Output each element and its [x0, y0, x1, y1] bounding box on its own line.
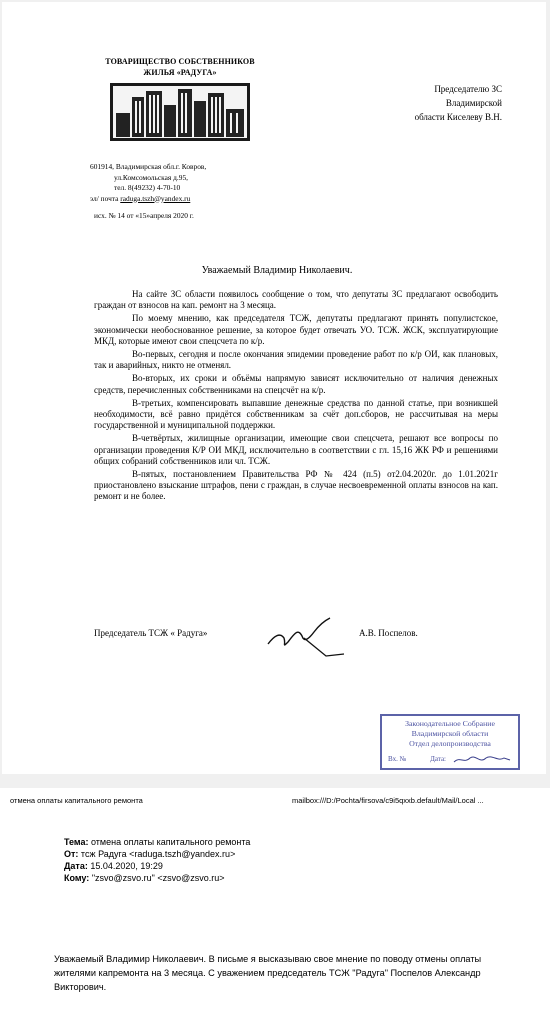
org-name: ТОВАРИЩЕСТВО СОБСТВЕННИКОВ ЖИЛЬЯ «РАДУГА» [105, 57, 255, 77]
stamp-handwriting [452, 752, 512, 766]
email-header-to: Кому: "zsvo@zsvo.ru" <zsvo@zsvo.ru> [64, 873, 225, 883]
scanned-letter [2, 2, 546, 774]
print-header-subject: отмена оплаты капитального ремонта [10, 796, 143, 805]
salutation: Уважаемый Владимир Николаевич. [201, 265, 353, 276]
paragraph: В-третьих, компенсировать выпавшие денежные средства по данной статье, при возникшей необходимости, всё равно придётся собственникам за счёт доп.сборов, не рассчитывая на меры государственной и муниципальной поддержки. [94, 397, 498, 431]
handwritten-signature [264, 614, 350, 660]
addressee: Председателю ЗС Владимирской области Киселеву В.Н. [414, 84, 502, 122]
letter-body [94, 289, 498, 505]
email-printout [0, 788, 550, 1024]
paragraph: На сайте ЗС области появилось сообщение о том, что депутаты ЗС предлагают освободить граждан от взносов на кап. ремонт на 3 месяца. [94, 289, 498, 311]
registration-stamp: Законодательное Собрание Владимирской области Отдел делопроизводства Вх. № Дата: [380, 714, 520, 770]
email-headers [64, 836, 250, 884]
outgoing-ref: исх. № 14 от «15»апреля 2020 г. [94, 211, 194, 220]
print-header-path: mailbox:///D:/Pochta/firsova/c9i5qxxb.default/Mail/Local ... [292, 796, 484, 805]
email-header-date: Дата: 15.04.2020, 19:29 [64, 861, 163, 871]
paragraph: В-пятых, постановлением Правительства РФ № 424 (п.5) от2.04.2020г. до 1.01.2021г приостановлено взыскание штрафов, пени с граждан, в случае несвоевременной оплаты взносов на кап. ремонт и не более. [94, 469, 498, 502]
letterhead [90, 56, 270, 222]
paragraph: В-четвёртых, жилищные организации, имеющие свои спецсчета, решают все вопросы по организации проведения К/Р ОИ МКД, исключительно в соответствии с гл. 15,16 ЖК РФ и решениями общих собраний собственников или чл. ТСЖ. [94, 433, 498, 466]
org-email: эл/ почта raduga.tszh@yandex.ru [90, 193, 191, 203]
email-header-from: От: тсж Радуга <raduga.tszh@yandex.ru> [64, 849, 236, 859]
signer-name: А.В. Поспелов. [359, 628, 418, 638]
stamp-date-label: Дата: [430, 755, 446, 763]
signature-title: Председатель ТСЖ « Радуга» [94, 628, 208, 638]
email-message: Уважаемый Владимир Николаевич. В письме я высказываю свое мнение по поводу отмены оплаты жителями капремонта на 3 месяца. С уважением председатель ТСЖ "Радуга" Поспелов Александр Викторович. [54, 954, 482, 992]
email-header-subject: Тема: отмена оплаты капитального ремонта [64, 837, 251, 847]
paragraph: По моему мнению, как председателя ТСЖ, депутаты предлагают принять популистское, экономически необоснованное решение, за которое будет отвечать УО. ТСЖ. ЖСК, эксплуатирующие МКД, которые имеют свои спецсчета по к/р. [94, 313, 498, 346]
buildings-logo [110, 83, 250, 141]
org-contacts: 601914, Владимирская обл.г. Ковров, ул.Комсомольская д.95, тел. 8(49232) 4-70-10 эл/ почта raduga.tszh@yandex.ru исх. № 14 от «15»апреля 2020 г. [90, 162, 270, 222]
paragraph: Во-первых, сегодня и после окончания эпидемии проведение работ по к/р ОИ, как плановых, так и аварийных, никто не отменял. [94, 349, 498, 371]
paragraph: Во-вторых, их сроки и объёмы напрямую зависят исключительно от наличия денежных средств, перечисленных собственниками на спецсчёт на к/р. [94, 373, 498, 395]
